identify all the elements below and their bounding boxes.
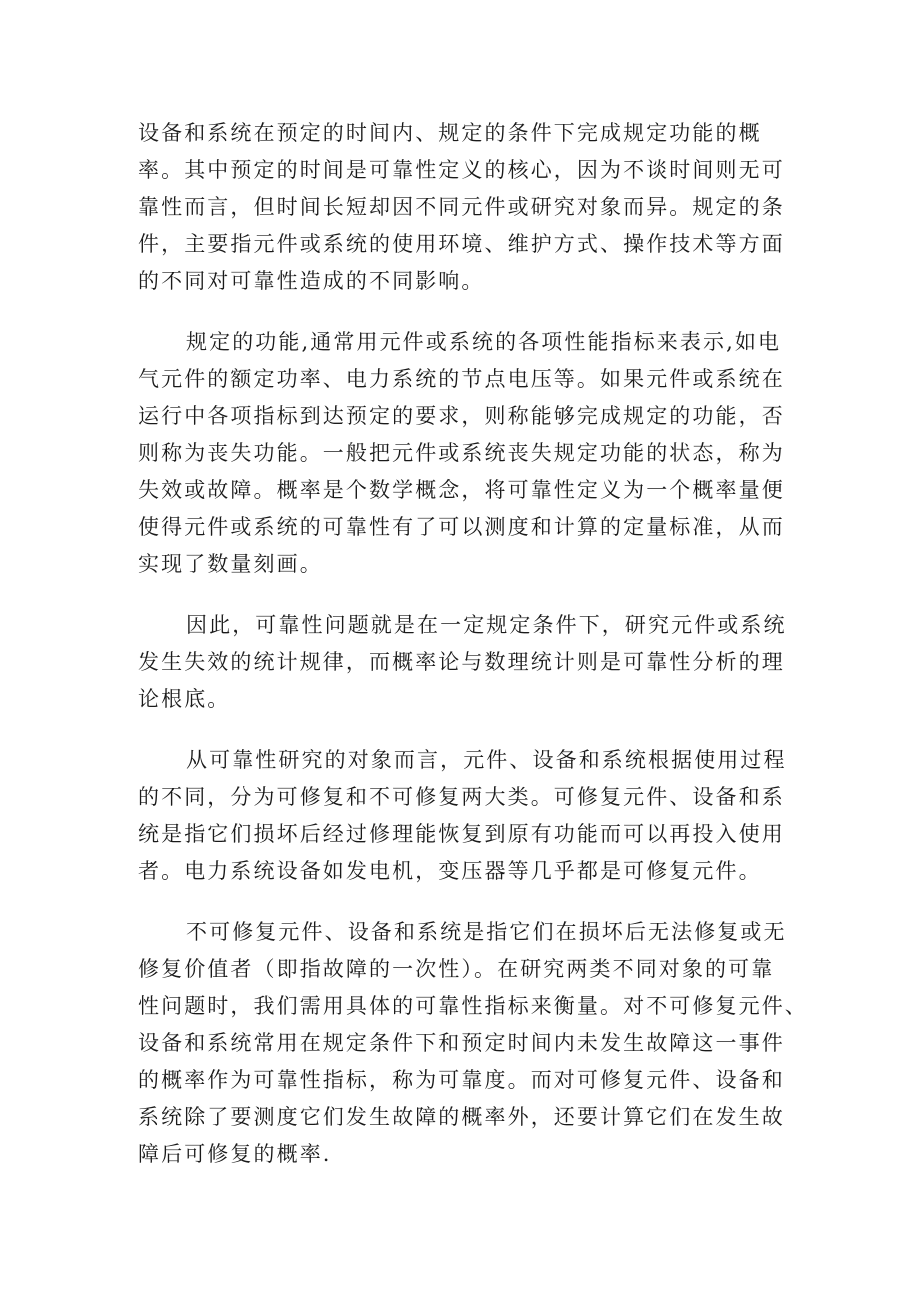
text-line: 率。其中预定的时间是可靠性定义的核心，因为不谈时间则无可 [138, 158, 785, 182]
text-line: 设备和系统常用在规定条件下和预定时间内未发生故障这一事件 [138, 1031, 785, 1055]
text-line: 者。电力系统设备如发电机，变压器等几乎都是可修复元件。 [138, 859, 762, 883]
text-line: 统是指它们损坏后经过修理能恢复到原有功能而可以再投入使用 [138, 822, 785, 846]
text-line: 的概率作为可靠性指标，称为可靠度。而对可修复元件、设备和 [138, 1068, 785, 1092]
text-line: 件，主要指元件或系统的使用环境、维护方式、操作技术等方面 [138, 232, 785, 256]
text-line: 的不同，分为可修复和不可修复两大类。可修复元件、设备和系 [138, 785, 785, 809]
text-line: 障后可修复的概率. [138, 1142, 332, 1166]
text-line: 运行中各项指标到达预定的要求，则称能够完成规定的功能，否 [138, 404, 785, 428]
text-line: 使得元件或系统的可靠性有了可以测度和计算的定量标准，从而 [138, 515, 785, 539]
text-line: 系统除了要测度它们发生故障的概率外，还要计算它们在发生故 [138, 1105, 785, 1129]
text-line: 气元件的额定功率、电力系统的节点电压等。如果元件或系统在 [138, 367, 785, 391]
text-line: 靠性而言，但时间长短却因不同元件或研究对象而异。规定的条 [138, 195, 785, 219]
text-line: 实现了数量刻画。 [138, 552, 323, 576]
text-line: 论根底。 [138, 687, 231, 711]
text-line: 的不同对可靠性造成的不同影响。 [138, 269, 485, 293]
text-line: 修复价值者（即指故障的一次性）。在研究两类不同对象的可靠 [138, 957, 775, 981]
text-line: 因此，可靠性问题就是在一定规定条件下，研究元件或系统 [186, 613, 787, 637]
text-line: 发生失效的统计规律，而概率论与数理统计则是可靠性分析的理 [138, 650, 785, 674]
text-line: 设备和系统在预定的时间内、规定的条件下完成规定功能的概 [138, 121, 762, 145]
text-line: 规定的功能,通常用元件或系统的各项性能指标来表示,如电 [186, 330, 782, 354]
text-line: 失效或故障。概率是个数学概念，将可靠性定义为一个概率量便 [138, 478, 785, 502]
text-line: 不可修复元件、设备和系统是指它们在损坏后无法修复或无 [186, 920, 787, 944]
text-line: 从可靠性研究的对象而言，元件、设备和系统根据使用过程 [186, 748, 787, 772]
text-line: 则称为丧失功能。一般把元件或系统丧失规定功能的状态，称为 [138, 441, 785, 465]
text-line: 性问题时，我们需用具体的可靠性指标来衡量。对不可修复元件、 [138, 994, 808, 1018]
